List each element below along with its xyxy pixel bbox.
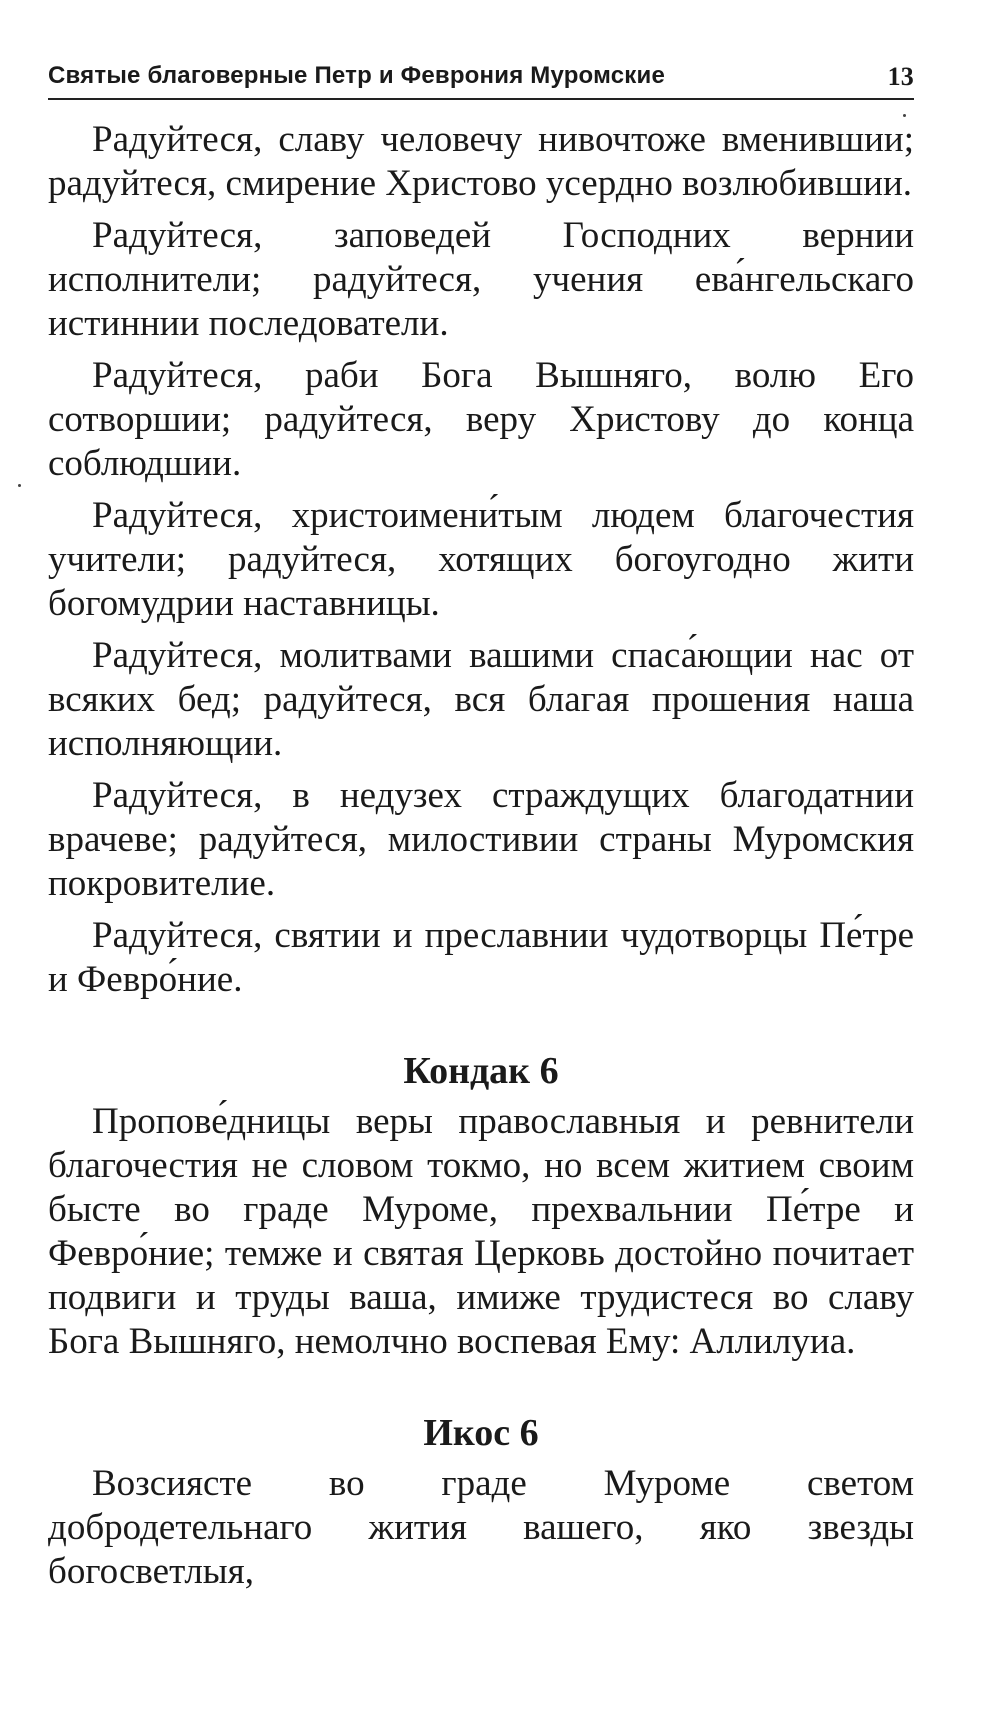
running-header xyxy=(48,62,914,98)
paragraph-5: Радуйтеся, молитвами вашими спаса́ющии нас от всяких бед; радуйтеся, вся благая прошения наша исполняющии. xyxy=(48,635,914,764)
paragraph-4: Радуйтеся, христоимени́тым людем благочестия учители; радуйтеся, хотящих богоугодно жити богомудрии наставницы. xyxy=(48,495,914,624)
header-rule xyxy=(48,98,914,100)
page-body xyxy=(48,118,914,1602)
paragraph-3: Радуйтеся, раби Бога Вышняго, волю Его сотворшии; радуйтеся, веру Христову до конца соблюдшии. xyxy=(48,355,914,484)
ikos-heading: Икос 6 xyxy=(423,1412,539,1454)
paragraph-2: Радуйтеся, заповедей Господних вернии исполнители; радуйтеся, учения ева́нгельскаго истиннии последователи. xyxy=(48,215,914,344)
ikos-text: Возсиясте во граде Муроме светом добродетельнаго жития вашего, яко звезды богосветлыя, xyxy=(48,1463,914,1592)
kontakion-text: Пропове́дницы веры православныя и ревнители благочестия не словом токмо, но всем житием своим бысте во граде Муроме, прехвальнии Пе́тре и Февро́ние; темже и святая Церковь достойно почитает подвиги и труды ваша, имиже трудистеся во славу Бога Вышняго, немолчно воспевая Ему: Аллилуиа. xyxy=(48,1101,914,1362)
paragraph-6: Радуйтеся, в недузех страждущих благодатнии врачеве; радуйтеся, милостивии страны Муромския покровителие. xyxy=(48,775,914,904)
paragraph-1: Радуйтеся, славу человечу нивочтоже вменившии; радуйтеся, смирение Христово усердно возлюбившии. xyxy=(48,119,914,204)
paragraph-7: Радуйтеся, святии и преславнии чудотворцы Пе́тре и Февро́ние. xyxy=(48,915,914,1000)
running-title: Святые благоверные Петр и Феврония Муромские xyxy=(48,62,665,89)
print-speck xyxy=(18,484,21,487)
print-speck xyxy=(903,114,906,117)
kontakion-heading: Кондак 6 xyxy=(403,1050,559,1092)
page-number: 13 xyxy=(887,62,914,91)
